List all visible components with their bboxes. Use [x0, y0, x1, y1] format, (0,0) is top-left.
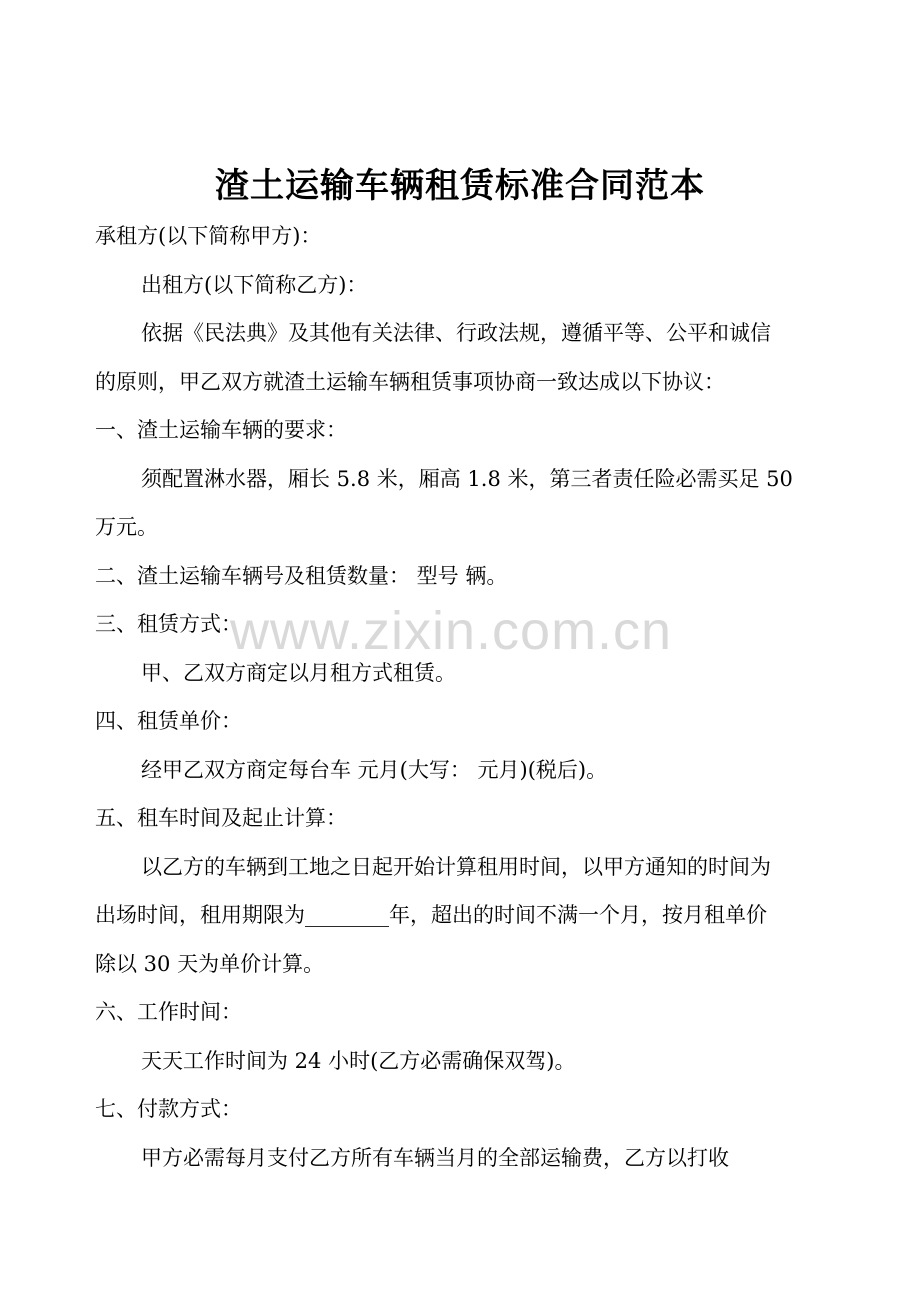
- section-1-body-1: 须配置淋水器，厢长 5.8 米，厢高 1.8 米，第三者责任险必需买足 50: [141, 467, 793, 491]
- section-5-heading: 五、租车时间及起止计算：: [95, 806, 347, 830]
- document-title: 渣土运输车辆租赁标准合同范本: [215, 166, 705, 206]
- section-5-body-3: 除以 30 天为单价计算。: [95, 952, 325, 976]
- lessee-line: 承租方(以下简称甲方)：: [95, 224, 322, 248]
- section-5-body-2: 出场时间，租用期限为________年，超出的时间不满一个月，按月租单价: [95, 903, 767, 927]
- preamble-line-2: 的原则，甲乙双方就渣土运输车辆租赁事项协商一致达成以下协议：: [95, 370, 725, 394]
- section-6-heading: 六、工作时间：: [95, 1000, 242, 1024]
- section-5-body-1: 以乙方的车辆到工地之日起开始计算租用时间，以甲方通知的时间为: [141, 855, 771, 879]
- section-3-body: 甲、乙双方商定以月租方式租赁。: [141, 661, 456, 685]
- section-2-heading: 二、渣土运输车辆号及租赁数量： 型号 辆。: [95, 564, 508, 588]
- section-3-heading: 三、租赁方式：: [95, 612, 242, 636]
- section-1-heading: 一、渣土运输车辆的要求：: [95, 418, 347, 442]
- section-7-heading: 七、付款方式：: [95, 1097, 242, 1121]
- watermark: www.zixin.com.cn: [230, 601, 673, 661]
- section-6-body: 天天工作时间为 24 小时(乙方必需确保双驾)。: [141, 1049, 576, 1073]
- section-4-body: 经甲乙双方商定每台车 元月(大写： 元月)(税后)。: [141, 758, 608, 782]
- section-4-heading: 四、租赁单价：: [95, 709, 242, 733]
- section-1-body-2: 万元。: [95, 515, 158, 539]
- lessor-line: 出租方(以下简称乙方)：: [141, 273, 368, 297]
- section-7-body: 甲方必需每月支付乙方所有车辆当月的全部运输费，乙方以打收: [141, 1146, 729, 1170]
- preamble-line-1: 依据《民法典》及其他有关法律、行政法规，遵循平等、公平和诚信: [141, 321, 771, 345]
